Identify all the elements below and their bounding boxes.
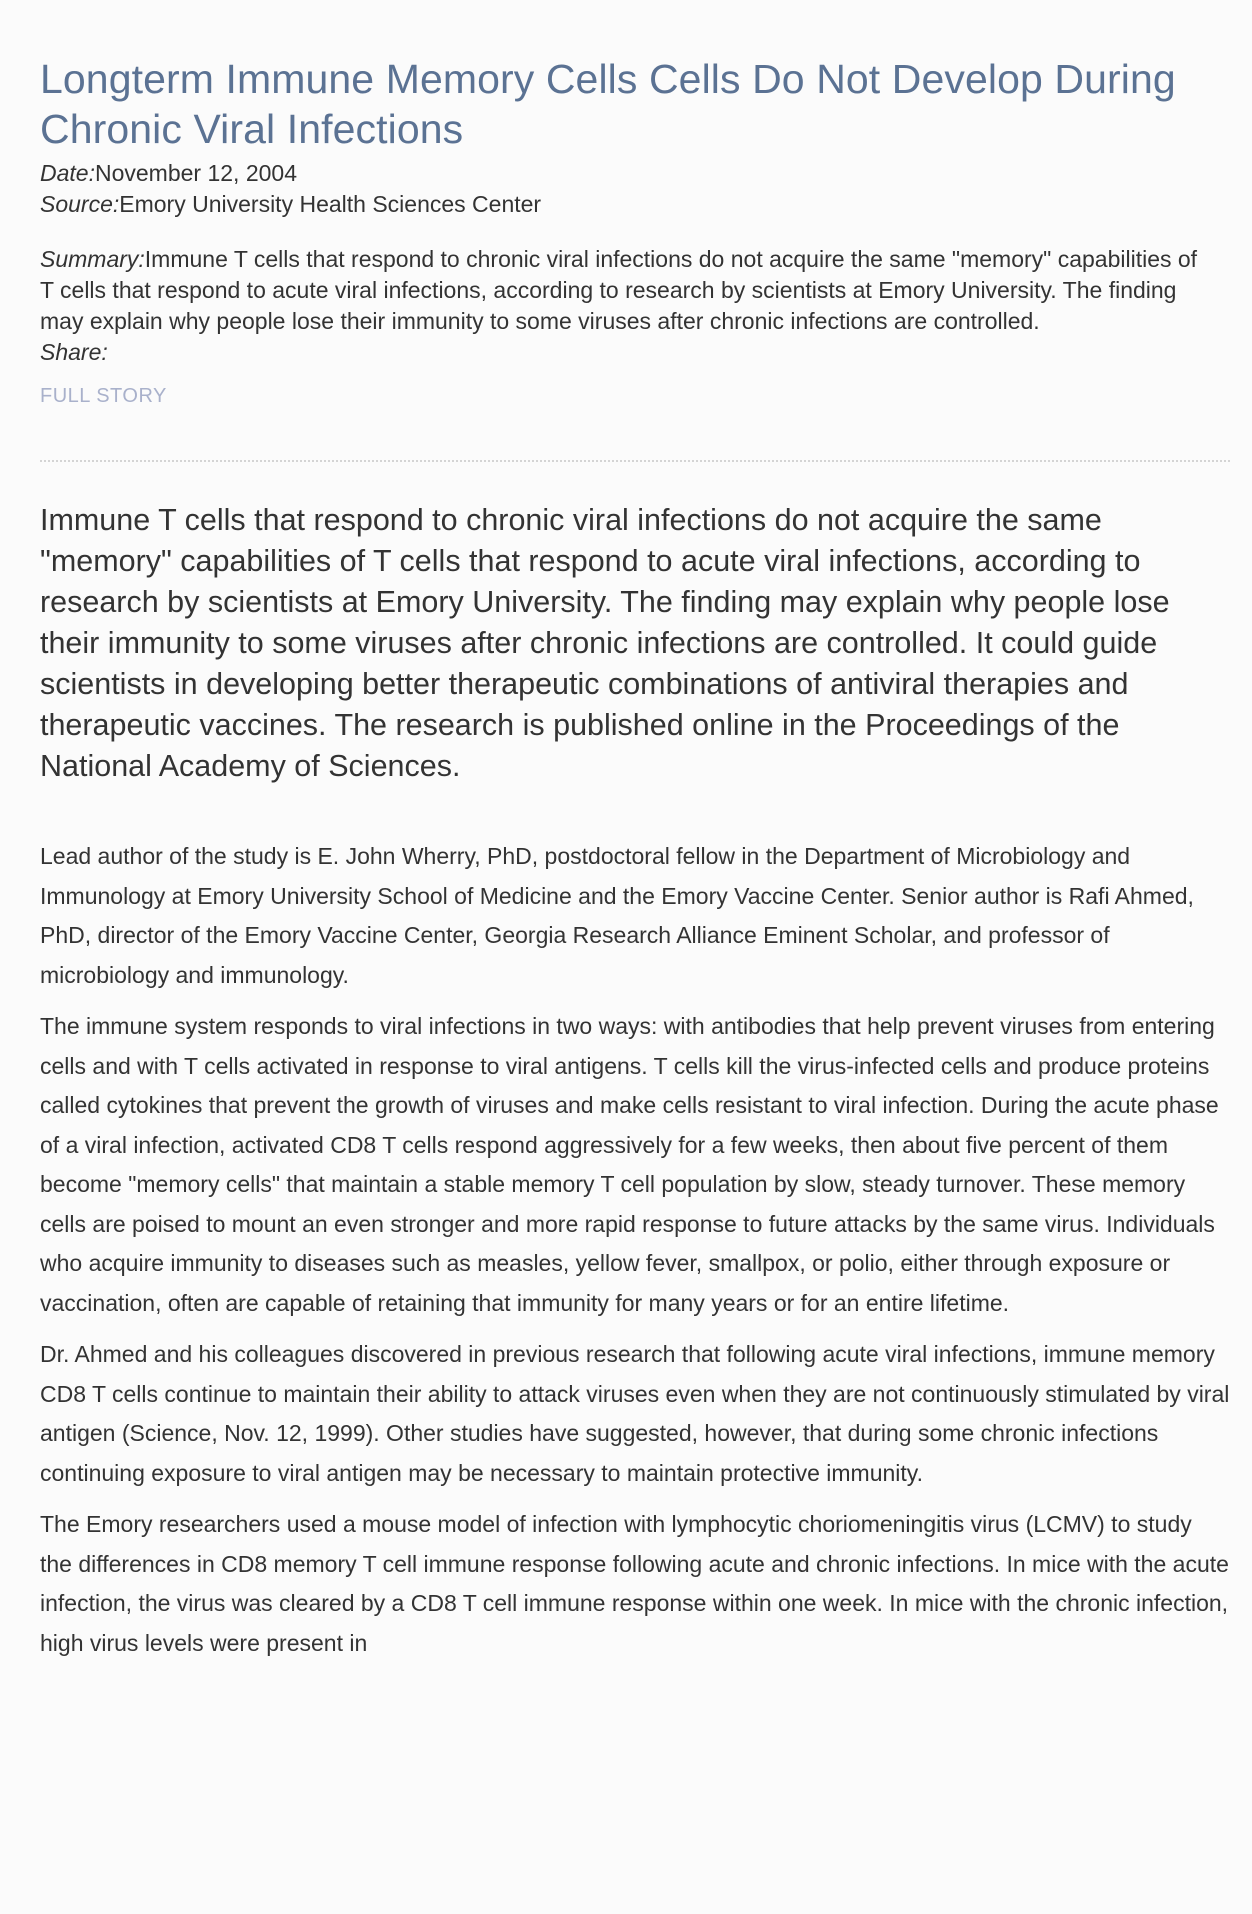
lead-paragraph: Immune T cells that respond to chronic viral infections do not acquire the same "memory" capabilities of T cells that respond to acute viral infections, according to research by scientists at Emory University. The finding may explain why people lose their immunity to some viruses after chronic infections are controlled. It could guide scientists in developing better therapeutic combinations of antiviral therapies and therapeutic vaccines. The research is published online in the Proceedings of the National Academy of Sciences. <box>40 503 1170 783</box>
article-date <box>40 158 1212 189</box>
date-value: November 12, 2004 <box>94 160 297 186</box>
article-title: Longterm Immune Memory Cells Cells Do Not Develop During Chronic Viral Infections <box>40 56 1176 152</box>
body-paragraph: The immune system responds to viral infections in two ways: with antibodies that help prevent viruses from entering cells and with T cells activated in response to viral antigens. T cells kill the virus-infected cells and produce proteins called cytokines that prevent the growth of viruses and make cells resistant to viral infection. During the acute phase of a viral infection, activated CD8 T cells respond aggressively for a few weeks, then about five percent of them become "memory cells" that maintain a stable memory T cell population by slow, steady turnover. These memory cells are poised to mount an even stronger and more rapid response to future attacks by the same virus. Individuals who acquire immunity to diseases such as measles, yellow fever, smallpox, or polio, either through exposure or vaccination, often are capable of retaining that immunity for many years or for an entire lifetime. <box>40 1013 1219 1316</box>
body-paragraph: Dr. Ahmed and his colleagues discovered in previous research that following acute viral infections, immune memory CD8 T cells continue to maintain their ability to attack viruses even when they are not continuously stimulated by viral antigen (Science, Nov. 12, 1999). Other studies have suggested, however, that during some chronic infections continuing exposure to viral antigen may be necessary to maintain protective immunity. <box>40 1341 1230 1486</box>
article-summary <box>40 244 1210 337</box>
summary-label: Summary: <box>40 246 145 272</box>
full-story-link[interactable]: FULL STORY <box>40 385 167 407</box>
section-divider <box>40 460 1230 462</box>
body-paragraph: The Emory researchers used a mouse model of infection with lymphocytic choriomeningitis virus (LCMV) to study the differences in CD8 memory T cell immune response following acute and chronic infections. In mice with the acute infection, the virus was cleared by a CD8 T cell immune response within one week. In mice with the chronic infection, high virus levels were present in <box>40 1511 1229 1656</box>
date-label: Date: <box>40 160 95 186</box>
article-source <box>40 189 1212 220</box>
summary-text: Immune T cells that respond to chronic viral infections do not acquire the same "memory" capabilities of T cells that respond to acute viral infections, according to research by scientists at Emory University. The finding may explain why people lose their immunity to some viruses after chronic infections are controlled. <box>40 246 1198 334</box>
source-value: Emory University Health Sciences Center <box>119 191 542 217</box>
source-label: Source: <box>40 191 120 217</box>
body-paragraph: Lead author of the study is E. John Wherry, PhD, postdoctoral fellow in the Department of Microbiology and Immunology at Emory University School of Medicine and the Emory Vaccine Center. Senior author is Rafi Ahmed, PhD, director of the Emory Vaccine Center, Georgia Research Alliance Eminent Scholar, and professor of microbiology and immunology. <box>40 843 1194 988</box>
share-label: Share: <box>40 339 108 365</box>
article-body <box>40 837 1230 1663</box>
